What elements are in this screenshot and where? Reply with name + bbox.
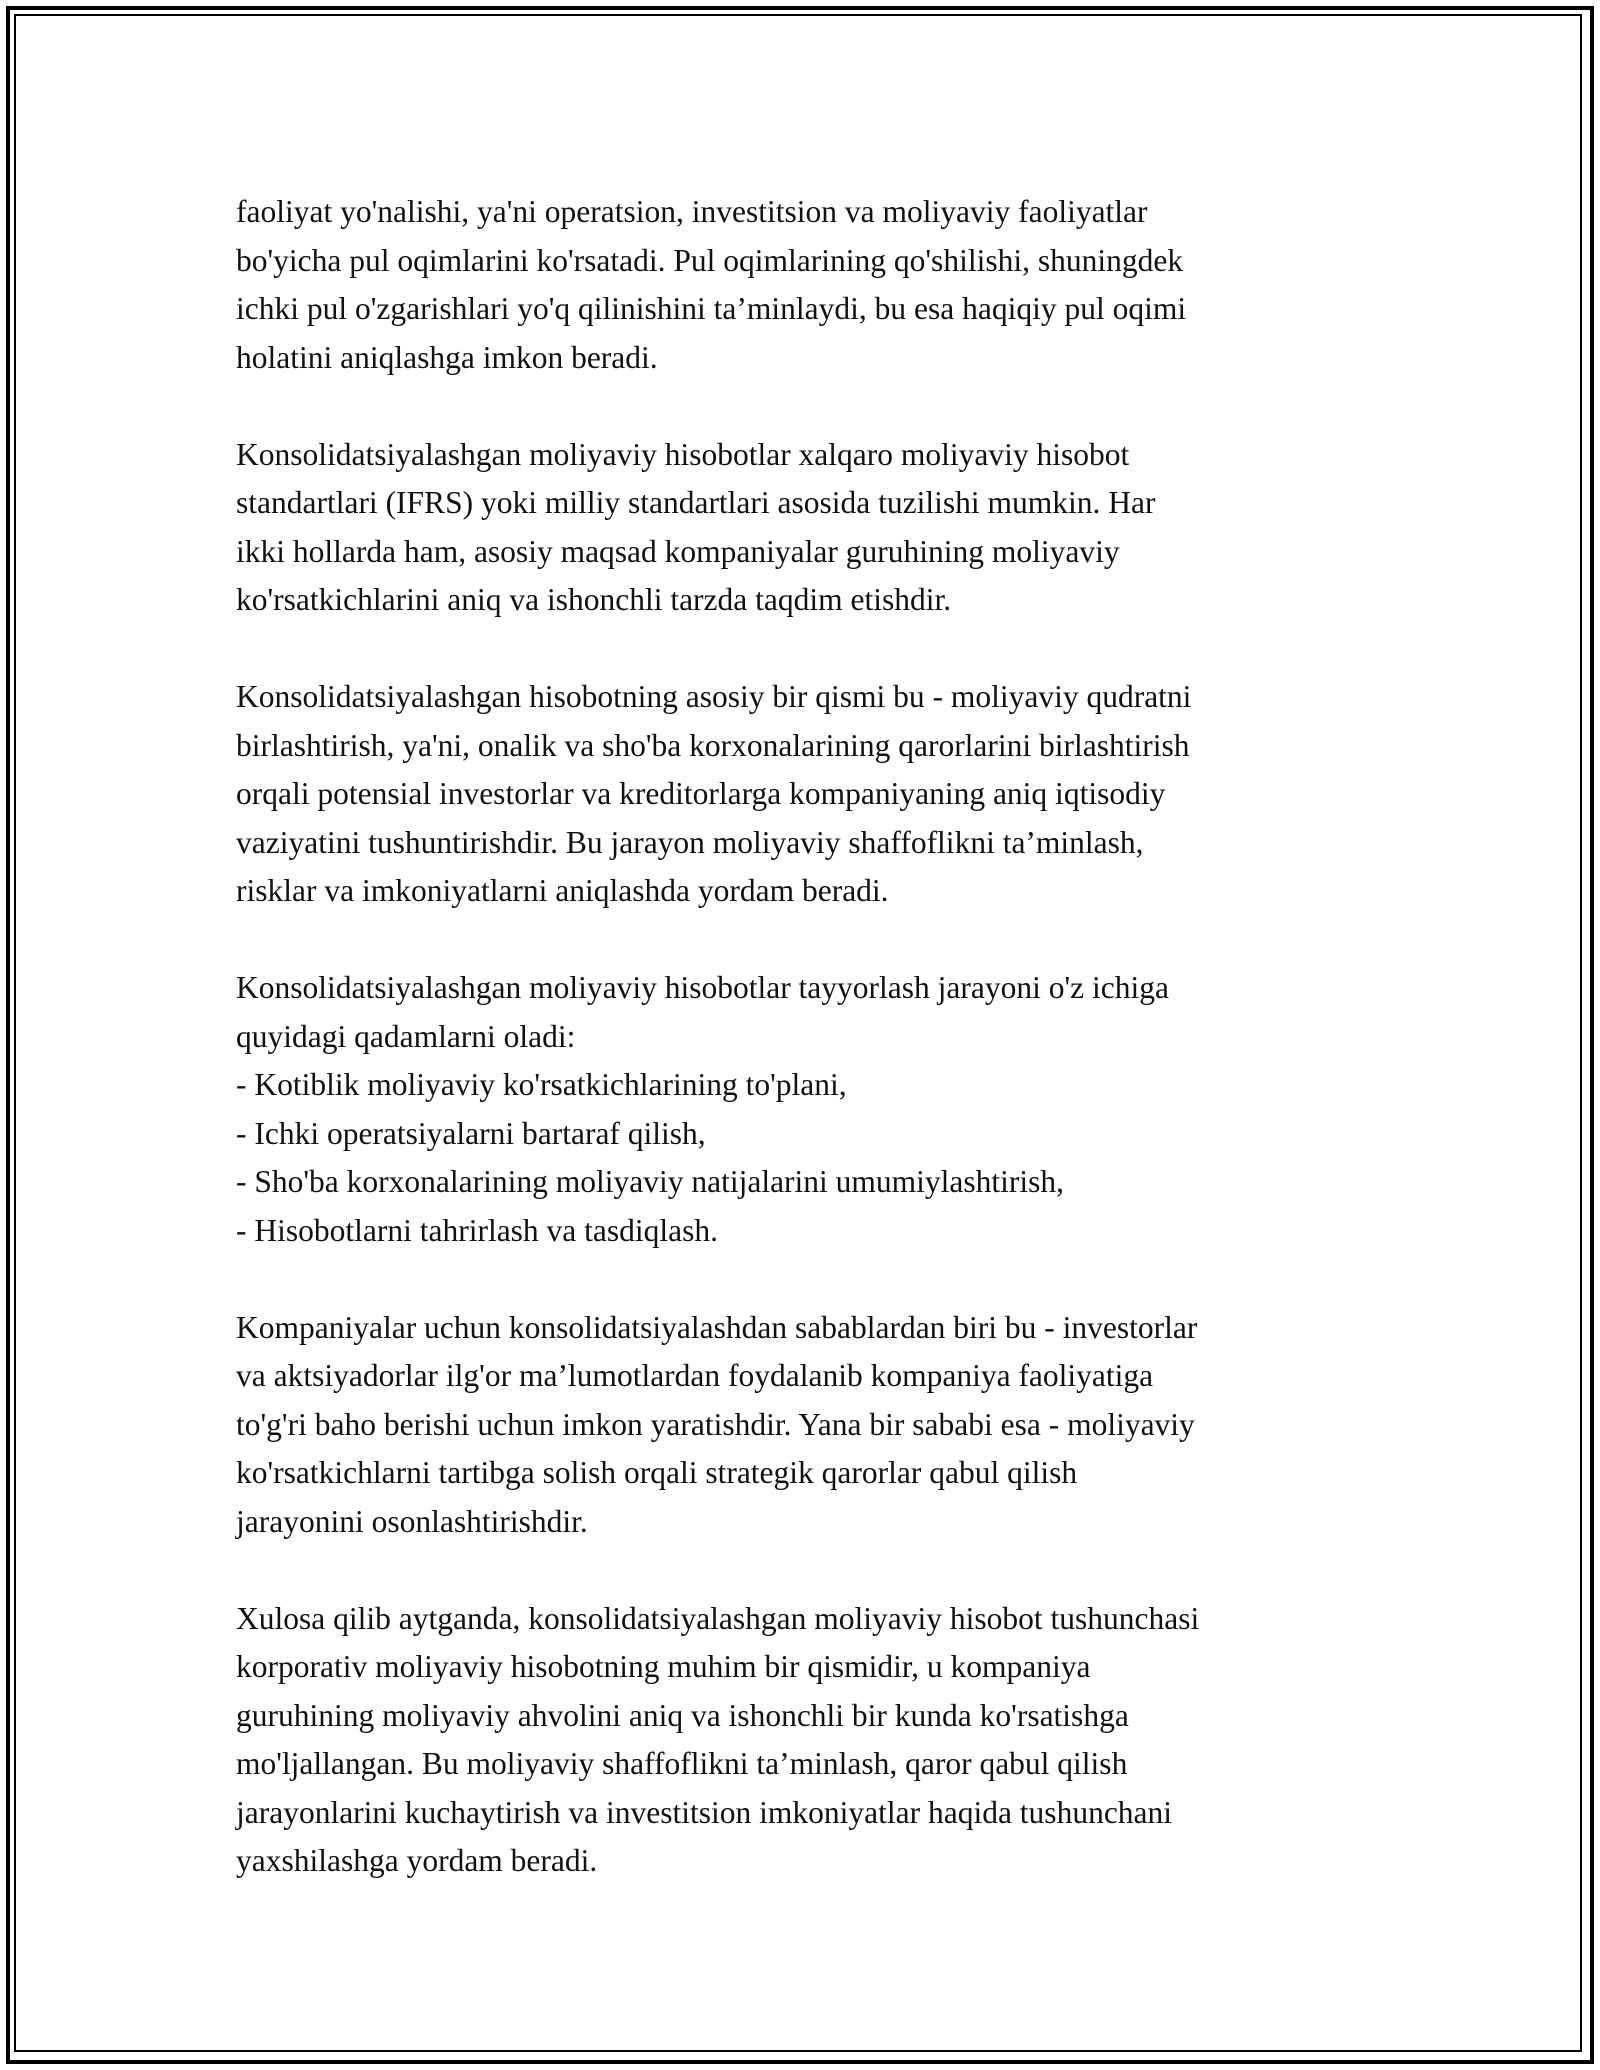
text-line: ichki pul o'zgarishlari yo'q qilinishini ta’minlaydi, bu esa haqiqiy pul oqimi xyxy=(236,291,1187,326)
text-line: - Kotiblik moliyaviy ko'rsatkichlarining to'plani, xyxy=(236,1067,847,1102)
text-line: mo'ljallangan. Bu moliyaviy shaffoflikni ta’minlash, qaror qabul qilish xyxy=(236,1746,1128,1781)
text-line: Konsolidatsiyalashgan moliyaviy hisobotlar xalqaro moliyaviy hisobot xyxy=(236,436,1130,472)
text-line: Kompaniyalar uchun konsolidatsiyalashdan sabablardan biri bu - investorlar xyxy=(236,1309,1198,1345)
text-line: jarayonini osonlashtirishdir. xyxy=(236,1503,588,1539)
text-line: bo'yicha pul oqimlarini ko'rsatadi. Pul oqimlarining qo'shilishi, shuningdek xyxy=(236,242,1184,278)
text-line: Konsolidatsiyalashgan moliyaviy hisobotlar tayyorlash jarayoni o'z ichiga xyxy=(236,970,1169,1005)
text-line: orqali potensial investorlar va kreditorlarga kompaniyaning aniq iqtisodiy xyxy=(236,776,1166,811)
paragraph xyxy=(236,188,1396,382)
paragraph xyxy=(236,431,1396,625)
text-line: - Sho'ba korxonalarining moliyaviy natijalarini umumiylashtirish, xyxy=(236,1164,1065,1199)
text-line: - Hisobotlarni tahrirlash va tasdiqlash. xyxy=(236,1212,719,1248)
text-line: risklar va imkoniyatlarni aniqlashda yordam beradi. xyxy=(236,873,889,908)
text-line: vaziyatini tushuntirishdir. Bu jarayon moliyaviy shaffoflikni ta’minlash, xyxy=(236,824,1144,860)
text-line: korporativ moliyaviy hisobotning muhim bir qismidir, u kompaniya xyxy=(236,1649,1091,1684)
text-line: ko'rsatkichlarni tartibga solish orqali strategik qarorlar qabul qilish xyxy=(236,1455,1078,1490)
text-line: va aktsiyadorlar ilg'or ma’lumotlardan foydalanib kompaniya faoliyatiga xyxy=(236,1358,1154,1393)
text-line: holatini aniqlashga imkon beradi. xyxy=(236,339,658,375)
text-line: Konsolidatsiyalashgan hisobotning asosiy bir qismi bu - moliyaviy qudratni xyxy=(236,679,1192,714)
text-line: - Ichki operatsiyalarni bartaraf qilish, xyxy=(236,1115,706,1151)
paragraph xyxy=(236,1304,1396,1547)
document-body xyxy=(236,188,1396,1886)
paragraph xyxy=(236,1595,1396,1886)
text-line: faoliyat yo'nalishi, ya'ni operatsion, investitsion va moliyaviy faoliyatlar xyxy=(236,194,1148,229)
text-line: quyidagi qadamlarni oladi: xyxy=(236,1018,576,1054)
text-line: standartlari (IFRS) yoki milliy standartlari asosida tuzilishi mumkin. Har xyxy=(236,485,1156,520)
text-line: to'g'ri baho berishi uchun imkon yaratishdir. Yana bir sababi esa - moliyaviy xyxy=(236,1406,1195,1442)
text-line: yaxshilashga yordam beradi. xyxy=(236,1843,598,1878)
text-line: Xulosa qilib aytganda, konsolidatsiyalashgan moliyaviy hisobot tushunchasi xyxy=(236,1600,1200,1636)
text-line: ikki hollarda ham, asosiy maqsad kompaniyalar guruhining moliyaviy xyxy=(236,533,1120,569)
text-line: guruhining moliyaviy ahvolini aniq va ishonchli bir kunda ko'rsatishga xyxy=(236,1697,1129,1733)
paragraph xyxy=(236,673,1396,916)
paragraph xyxy=(236,964,1396,1255)
text-line: jarayonlarini kuchaytirish va investitsion imkoniyatlar haqida tushunchani xyxy=(236,1794,1173,1830)
text-line: birlashtirish, ya'ni, onalik va sho'ba korxonalarining qarorlarini birlashtirish xyxy=(236,727,1190,763)
text-line: ko'rsatkichlarini aniq va ishonchli tarzda taqdim etishdir. xyxy=(236,582,952,617)
